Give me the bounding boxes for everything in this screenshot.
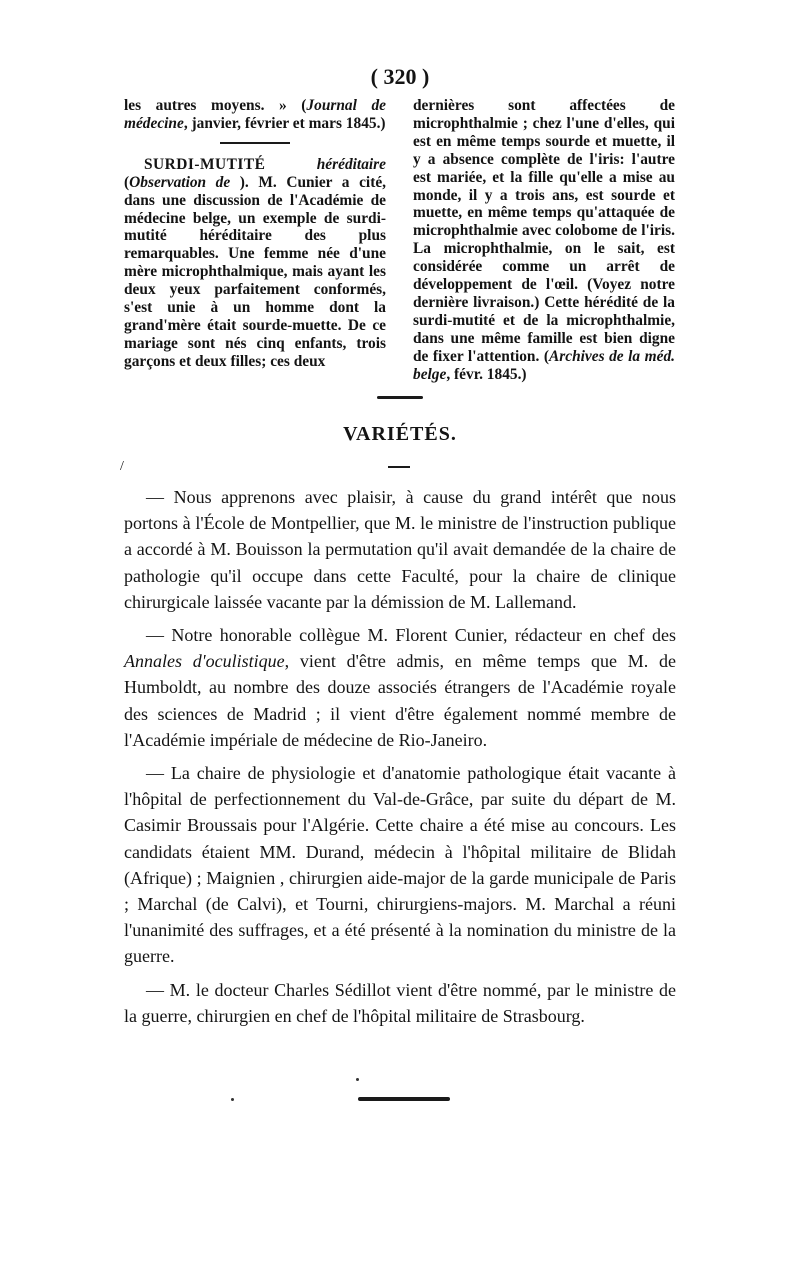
left-paragraph-2: SURDI-MUTITÉ héréditaire (Observation de ). M. Cunier a cité, dans une discussion de l'Académie de médecine belge, un exemple de surdi-mutité héréditaire des plus remarquables. Une femme née d'une mère microphthalmique, mais ayant les deux yeux parfaitement conformés, s'est unie à un homme dont la grand'mère était sourde-muette. De ce mariage sont nés cinq enfants, trois garçons et deux filles; ces deux xyxy=(124,155,387,370)
news-paragraph-2: — Notre honorable collègue M. Florent Cunier, rédacteur en chef des Annales d'oculistique, vient d'être admis, en même temps que M. de Humboldt, au nombre des douze associés étrangers de l'Académie royale des sciences de Madrid ; il vient d'être également nommé membre de l'Académie impériale de médecine de Rio-Janeiro. xyxy=(124,625,677,750)
end-ornament xyxy=(358,1097,450,1101)
print-speck xyxy=(356,1078,359,1081)
page-number: ( 320 ) xyxy=(370,64,430,89)
news-paragraph-3: — La chaire de physiologie et d'anatomie pathologique était vacante à l'hôpital de perfectionnement du Val-de-Grâce, par suite du départ de M. Casimir Broussais pour l'Algérie. Cette chaire a été mise au concours. Les candidats étaient MM. Durand, médecin à l'hôpital militaire de Blidah (Afrique) ; Maignien , chirurgien aide-major de la garde municipale de Paris ; Marchal (de Calvi), et Tourni, chirurgiens-majors. M. Marchal a réuni l'unanimité des suffrages, et a été présenté à la nomination du ministre de la guerre. xyxy=(124,763,676,967)
news-paragraph-1: — Nous apprenons avec plaisir, à cause du grand intérêt que nous portons à l'École de Montpellier, que M. le ministre de l'instruction publique a accordé à M. Bouisson la permutation qu'il avait demandée de la chaire de pathologie qu'il occupe dans cette Faculté, pour la chaire de clinique chirurgicale laissée vacante par la démission de M. Lallemand. xyxy=(124,487,676,612)
column-divider-rule xyxy=(220,142,290,144)
section-ornament xyxy=(0,390,800,406)
left-column xyxy=(124,97,386,371)
stray-mark: / xyxy=(120,459,124,474)
news-paragraph-4: — M. le docteur Charles Sédillot vient d'être nommé, par le ministre de la guerre, chirurgien en chef de l'hôpital militaire de Strasbourg. xyxy=(124,979,676,1026)
main-body xyxy=(124,484,676,1036)
right-column xyxy=(413,97,675,384)
section-dash-rule xyxy=(388,466,410,468)
right-paragraph-1: dernières sont affectées de microphthalmie ; chez l'une d'elles, qui est en même temps sourde et muette, il y a absence complète de l'iris: l'autre est mariée, et la fille qu'elle a mise au monde, il y a trois ans, est sourde et muette, en même temps qu'attaquée de microphthalmie avec colobome de l'iris. La microphthalmie, on le sait, est considérée comme un arrêt de développement de l'œil. (Voyez notre dernière livraison.) Cette hérédité de la surdi-mutité et de la microphthalmie, dans une même famille est bien digne de fixer l'attention. (Archives de la méd. belge, févr. 1845.) xyxy=(413,97,675,383)
print-speck xyxy=(231,1098,234,1101)
section-title: VARIÉTÉS. xyxy=(343,423,457,445)
article-heading: SURDI-MUTITÉ xyxy=(144,155,266,173)
left-paragraph-1: les autres moyens. » (Journal de médecine, janvier, février et mars 1845.) xyxy=(124,97,386,132)
